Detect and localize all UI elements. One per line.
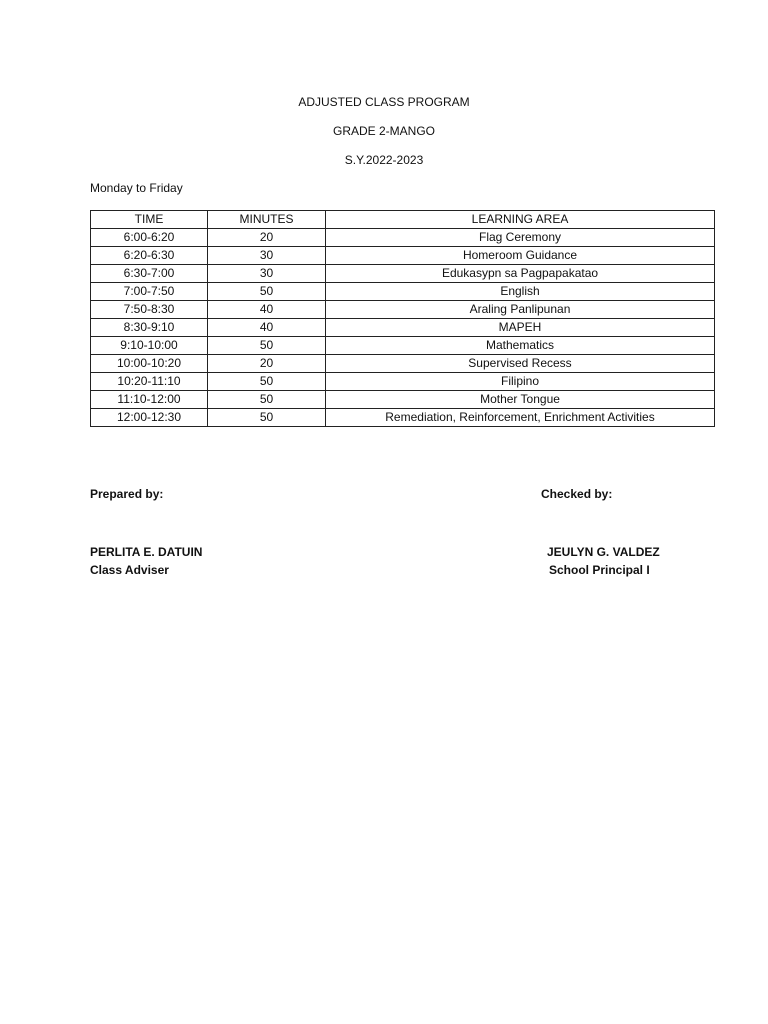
time-cell: 6:00-6:20 [91, 229, 208, 247]
prepared-by-label: Prepared by: [90, 487, 164, 501]
time-cell: 9:10-10:00 [91, 337, 208, 355]
table-row [91, 373, 715, 391]
schedule-days: Monday to Friday [90, 181, 183, 195]
minutes-cell: 20 [208, 355, 326, 373]
minutes-cell: 50 [208, 391, 326, 409]
learning-area-cell: Edukasypn sa Pagpapakatao [326, 265, 715, 283]
header-minutes: MINUTES [208, 211, 326, 229]
learning-area-cell: Supervised Recess [326, 355, 715, 373]
minutes-cell: 50 [208, 337, 326, 355]
learning-area-cell: Araling Panlipunan [326, 301, 715, 319]
table-row [91, 355, 715, 373]
header-time: TIME [91, 211, 208, 229]
time-cell: 6:30-7:00 [91, 265, 208, 283]
minutes-cell: 50 [208, 283, 326, 301]
time-cell: 6:20-6:30 [91, 247, 208, 265]
table-row [91, 283, 715, 301]
time-cell: 10:20-11:10 [91, 373, 208, 391]
learning-area-cell: MAPEH [326, 319, 715, 337]
checked-by-label: Checked by: [541, 487, 613, 501]
table-row [91, 409, 715, 427]
minutes-cell: 40 [208, 319, 326, 337]
time-cell: 10:00-10:20 [91, 355, 208, 373]
time-cell: 7:50-8:30 [91, 301, 208, 319]
time-cell: 8:30-9:10 [91, 319, 208, 337]
table-row [91, 247, 715, 265]
minutes-cell: 20 [208, 229, 326, 247]
checker-name: JEULYN G. VALDEZ [547, 545, 660, 559]
table-row [91, 391, 715, 409]
time-cell: 7:00-7:50 [91, 283, 208, 301]
learning-area-cell: Mathematics [326, 337, 715, 355]
grade-section: GRADE 2-MANGO [332, 124, 435, 138]
learning-area-cell: Homeroom Guidance [326, 247, 715, 265]
table-row [91, 337, 715, 355]
learning-area-cell: English [326, 283, 715, 301]
header-learning-area: LEARNING AREA [326, 211, 715, 229]
learning-area-cell: Mother Tongue [326, 391, 715, 409]
class-schedule-table [90, 210, 715, 427]
school-year: S.Y.2022-2023 [344, 153, 424, 167]
table-row [91, 301, 715, 319]
table-row [91, 319, 715, 337]
learning-area-cell: Filipino [326, 373, 715, 391]
minutes-cell: 30 [208, 247, 326, 265]
time-cell: 11:10-12:00 [91, 391, 208, 409]
minutes-cell: 50 [208, 409, 326, 427]
preparer-name: PERLITA E. DATUIN [90, 545, 203, 559]
table-row [91, 265, 715, 283]
minutes-cell: 40 [208, 301, 326, 319]
table-header-row [91, 211, 715, 229]
learning-area-cell: Flag Ceremony [326, 229, 715, 247]
document-title: ADJUSTED CLASS PROGRAM [298, 95, 470, 109]
learning-area-cell: Remediation, Reinforcement, Enrichment Activities [326, 409, 715, 427]
table-row [91, 229, 715, 247]
minutes-cell: 30 [208, 265, 326, 283]
time-cell: 12:00-12:30 [91, 409, 208, 427]
preparer-title: Class Adviser [90, 563, 169, 577]
checker-title: School Principal I [549, 563, 650, 577]
minutes-cell: 50 [208, 373, 326, 391]
